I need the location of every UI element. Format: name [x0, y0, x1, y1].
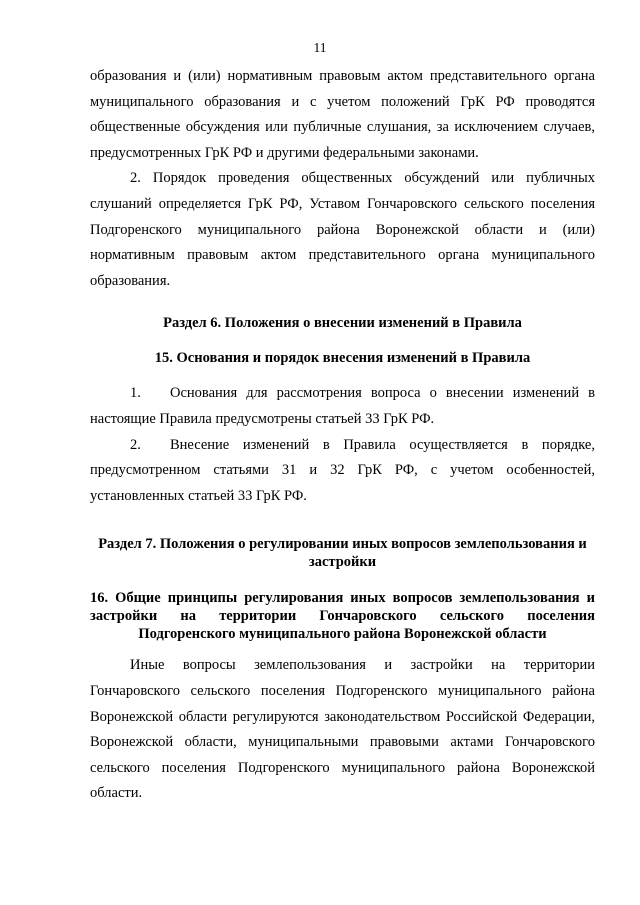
article-16-heading: 16. Общие принципы регулирования иных вопросов землепользования и застройки на территории Гончаровского сельского поселения Подгоренского муниципального района Воронежской области	[90, 590, 595, 643]
list-item-number: 2.	[130, 436, 141, 453]
section-6-heading: Раздел 6. Положения о внесении изменений в Правила	[163, 315, 522, 332]
document-body	[90, 64, 595, 807]
paragraph-item-2: 2. Порядок проведения общественных обсуждений или публичных слушаний определяется ГрК РФ, Уставом Гончаровского сельского поселения Подгоренского муниципального района Воронежской области и (или) нормативным правовым актом представительного органа муниципального образования.	[90, 170, 595, 289]
article-16-paragraph: Иные вопросы землепользования и застройки на территории Гончаровского сельского поселения Подгоренского муниципального района Воронежской области регулируются законодательством Российской Федерации, Воронежской области, муниципальными правовыми актами Гончаровского сельского поселения Подгоренского муниципального района Воронежской области.	[90, 657, 595, 802]
article-15-heading: 15. Основания и порядок внесения изменений в Правила	[154, 350, 531, 367]
page-number: 11	[313, 40, 327, 55]
list-item	[90, 433, 595, 510]
section-7-heading: Раздел 7. Положения о регулировании иных вопросов землепользования и застройки	[98, 536, 587, 571]
list-item-number: 1.	[130, 385, 141, 402]
paragraph-continuation: образования и (или) нормативным правовым актом представительного органа муниципального образования и с учетом положений ГрК РФ проводятся общественные обсуждения или публичные слушания, за исключением случаев, предусмотренных ГрК РФ и другими федеральными законами.	[90, 68, 595, 161]
list-item-text: Основания для рассмотрения вопроса о внесении изменений в настоящие Правила предусмотрены статьей 33 ГрК РФ.	[90, 385, 595, 427]
list-item	[90, 381, 595, 432]
list-item-text: Внесение изменений в Правила осуществляется в порядке, предусмотренном статьями 31 и 32 ГрК РФ, с учетом особенностей, установленных статьей 33 ГрК РФ.	[90, 436, 595, 504]
